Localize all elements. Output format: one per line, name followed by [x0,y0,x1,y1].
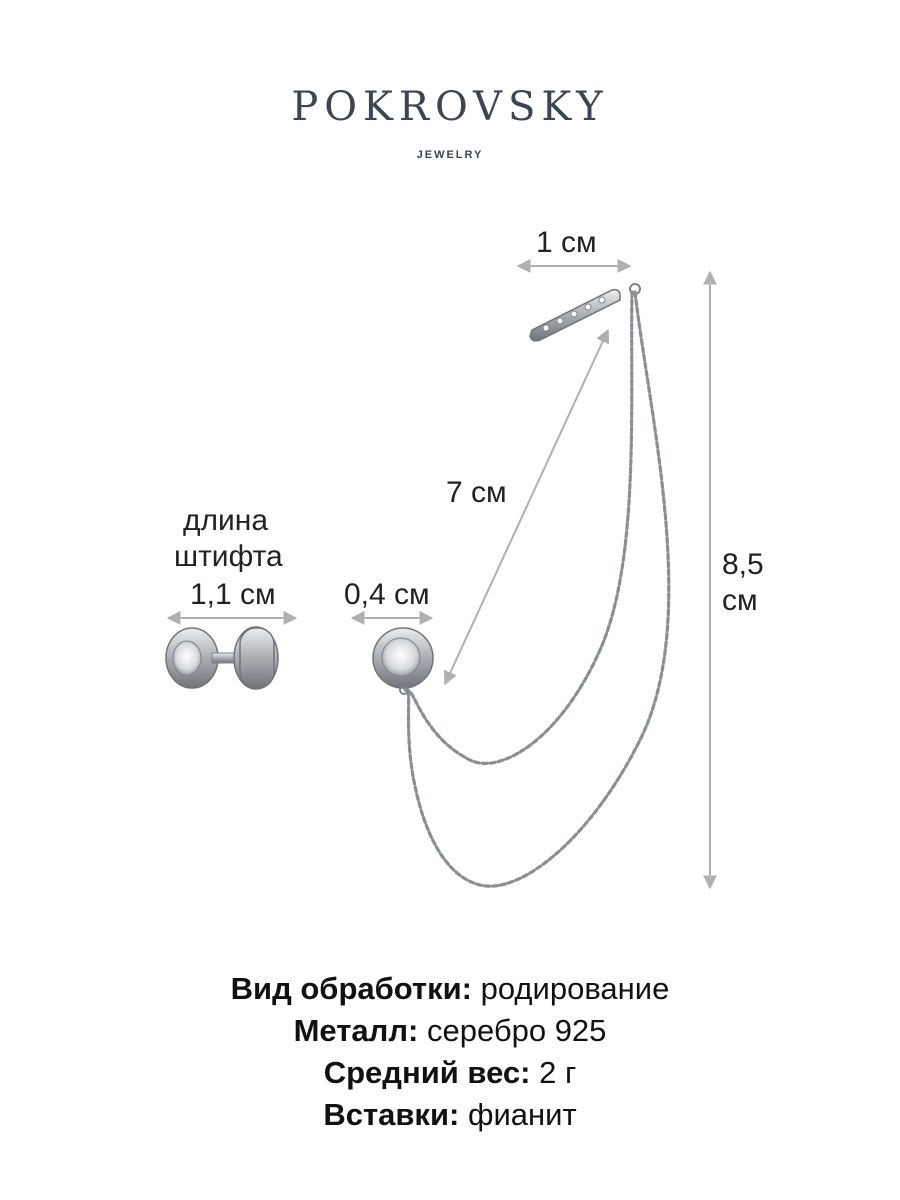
specifications [0,968,900,1136]
spec-weight [0,1052,900,1094]
spec-label: Вид обработки: [230,971,473,1006]
chains [405,292,669,886]
spec-label: Металл: [293,1013,419,1048]
spec-value: 2 г [530,1055,577,1090]
spec-value: серебро 925 [418,1013,607,1048]
spec-value: фианит [459,1097,577,1132]
pin-length-caption-2: штифта [174,540,283,573]
spec-value: родирование [472,971,670,1006]
total-height-unit: см [722,584,758,617]
chain-length-label: 7 см [446,476,507,509]
spec-label: Вставки: [323,1097,460,1132]
single-stud [166,627,278,689]
outer-chain [408,292,669,886]
ear-cuff [530,284,640,341]
brand-subtitle: JEWELRY [416,149,484,161]
pin-length-value: 1,1 см [190,578,276,611]
cuff-width-label: 1 см [536,226,597,259]
pin-length-caption-1: длина [183,504,269,537]
spec-metal [0,1010,900,1052]
spec-finish [0,968,900,1010]
stud-diameter-label: 0,4 см [344,578,430,611]
spec-inserts [0,1094,900,1136]
brand-logo: POKROVSKY [291,84,609,130]
inner-chain [405,292,632,763]
total-height-value: 8,5 [722,548,764,581]
spec-label: Средний вес: [323,1055,531,1090]
chain-stud [373,628,433,694]
